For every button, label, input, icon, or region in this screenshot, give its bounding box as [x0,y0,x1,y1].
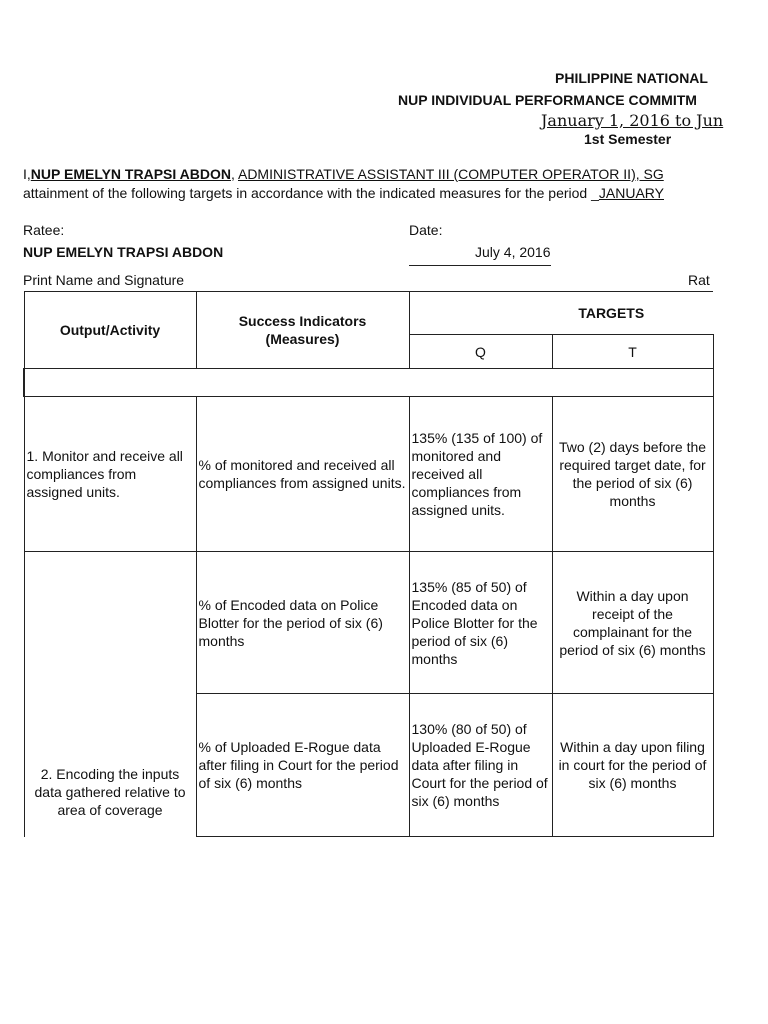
row3-q: 130% (80 of 50) of Uploaded E-Rogue data after filing in Court for the period of six (6) months [409,694,552,837]
intro-line-2 [23,185,664,201]
row1-indicator: % of monitored and received all compliances from assigned units. [196,397,409,552]
header-success-line1: Success Indicators [238,313,367,329]
row2-q: 135% (85 of 50) of Encoded data on Police Blotter for the period of six (6) months [409,552,552,694]
header-targets [409,292,713,335]
date-label: Date: [409,222,443,238]
row1-t: Two (2) days before the required target date, for the period of six (6) months [552,397,713,552]
header-success-line2: (Measures) [265,331,340,347]
period-title: January 1, 2016 to Jun [541,111,724,130]
intro-position: ADMINISTRATIVE ASSISTANT III (COMPUTER OPERATOR II), SG [237,166,664,182]
row3-indicator: % of Uploaded E-Rogue data after filing in Court for the period of six (6) months [196,694,409,837]
intro-line-1 [23,166,664,182]
row2-output: 2. Encoding the inputs data gathered relative to area of coverage [24,552,196,837]
intro-comma: , [230,166,235,182]
row2-t: Within a day upon receipt of the complainant for the period of six (6) months [552,552,713,694]
header-targets-label: TARGETS [578,305,645,321]
row3-t: Within a day upon filing in court for the period of six (6) months [552,694,713,837]
ratee-name: NUP EMELYN TRAPSI ABDON [23,244,224,260]
intro-blank: _ [591,185,599,201]
performance-table [23,291,714,837]
print-name-signature-label: Print Name and Signature [23,272,185,288]
intro-period: JANUARY [598,185,664,201]
row1-output: 1. Monitor and receive all compliances from assigned units. [24,397,196,552]
semester-title: 1st Semester [584,131,672,147]
form-title: NUP INDIVIDUAL PERFORMANCE COMMITM [398,92,697,108]
rater-label: Rat [688,272,710,288]
row1-q: 135% (135 of 100) of monitored and received all compliances from assigned units. [409,397,552,552]
intro-name: NUP EMELYN TRAPSI ABDON [30,166,231,182]
header-q: Q [409,335,552,369]
date-value: July 4, 2016 [475,244,551,260]
spacer-row [24,369,713,397]
header-output-activity: Output/Activity [24,292,196,369]
date-line [409,265,551,266]
header-success-indicators [196,292,409,369]
ratee-label: Ratee: [23,222,65,238]
row2-indicator: % of Encoded data on Police Blotter for the period of six (6) months [196,552,409,694]
intro-text: attainment of the following targets in accordance with the indicated measures for the period [23,185,588,201]
intro-prefix: I, [23,166,31,182]
org-title: PHILIPPINE NATIONAL [555,70,708,86]
header-t: T [552,335,713,369]
